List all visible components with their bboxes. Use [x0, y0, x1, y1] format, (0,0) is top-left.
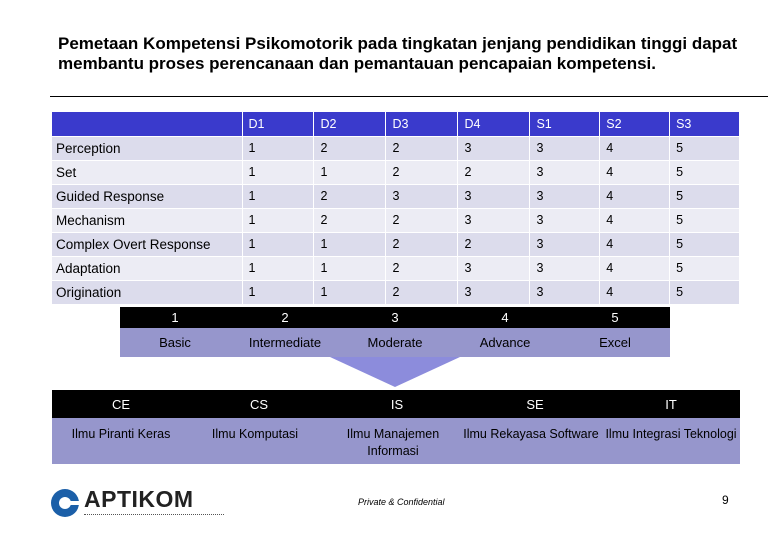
logo-wordmark: APTIKOM	[84, 486, 194, 512]
levels-number-band	[120, 307, 670, 328]
table-cell: 1	[242, 184, 314, 208]
table-cell: 4	[600, 232, 670, 256]
table-cell: 5	[670, 208, 740, 232]
aptikom-logo-icon	[50, 488, 80, 518]
table-cell: 1	[242, 208, 314, 232]
category-code: IT	[665, 397, 677, 412]
column-header: S1	[530, 112, 600, 136]
level-label: Basic	[159, 335, 191, 350]
table-row	[52, 136, 740, 160]
row-label: Guided Response	[52, 184, 242, 208]
table-cell: 2	[314, 136, 386, 160]
level-number: 4	[501, 310, 509, 325]
title-divider	[50, 96, 768, 97]
table-cell: 5	[670, 232, 740, 256]
row-label: Set	[52, 160, 242, 184]
table-cell: 2	[386, 280, 458, 304]
category-name: Ilmu Piranti Keras	[71, 427, 171, 441]
levels-label-band	[120, 328, 670, 357]
category-code-band	[52, 390, 740, 418]
column-header: D1	[242, 112, 314, 136]
table-cell: 3	[530, 136, 600, 160]
column-header: D4	[458, 112, 530, 136]
table-cell: 3	[530, 256, 600, 280]
category-name: Ilmu Komputasi	[211, 427, 299, 441]
table-cell: 3	[458, 208, 530, 232]
table-cell: 3	[530, 232, 600, 256]
table-cell: 2	[386, 208, 458, 232]
table-row	[52, 208, 740, 232]
category-code: CS	[249, 397, 269, 412]
table-cell: 1	[242, 256, 314, 280]
down-arrow-icon	[330, 357, 460, 387]
table-cell: 2	[458, 232, 530, 256]
category-code: SE	[526, 397, 544, 412]
table-cell: 3	[458, 256, 530, 280]
level-number: 3	[391, 310, 399, 325]
row-label: Perception	[52, 136, 242, 160]
slide-title: Pemetaan Kompetensi Psikomotorik pada tingkatan jenjang pendidikan tinggi dapat membantu proses perencanaan dan pemantauan pencapaian kompetensi.	[58, 34, 738, 73]
table-header-row	[52, 112, 740, 136]
table-cell: 1	[314, 256, 386, 280]
table-cell: 2	[386, 160, 458, 184]
column-header: S2	[600, 112, 670, 136]
table-cell: 1	[314, 160, 386, 184]
table-cell: 4	[600, 208, 670, 232]
confidential-note: Private & Confidential	[358, 497, 445, 507]
table-cell: 5	[670, 256, 740, 280]
competency-table	[52, 112, 740, 304]
table-row	[52, 280, 740, 304]
table-cell: 1	[242, 136, 314, 160]
table-cell: 2	[314, 208, 386, 232]
table-cell: 5	[670, 184, 740, 208]
table-cell: 2	[386, 256, 458, 280]
table-cell: 5	[670, 136, 740, 160]
level-label: Intermediate	[248, 335, 322, 350]
table-row	[52, 232, 740, 256]
table-cell: 1	[242, 160, 314, 184]
table-cell: 1	[242, 232, 314, 256]
table-cell: 2	[386, 232, 458, 256]
table-cell: 1	[242, 280, 314, 304]
table-cell: 1	[314, 280, 386, 304]
category-name-band	[52, 418, 740, 464]
column-header: S3	[670, 112, 740, 136]
level-number: 2	[281, 310, 289, 325]
level-label: Excel	[599, 335, 631, 350]
table-cell: 2	[314, 184, 386, 208]
table-cell: 3	[530, 280, 600, 304]
logo-tagline-line	[84, 514, 224, 517]
category-name: Ilmu Manajemen Informasi	[346, 427, 440, 458]
row-label: Mechanism	[52, 208, 242, 232]
column-header: D3	[386, 112, 458, 136]
row-label: Adaptation	[52, 256, 242, 280]
row-label: Complex Overt Response	[52, 232, 242, 256]
level-label: Advance	[479, 335, 531, 350]
table-row	[52, 184, 740, 208]
table-cell: 3	[530, 184, 600, 208]
table-cell: 3	[386, 184, 458, 208]
column-header: D2	[314, 112, 386, 136]
level-number: 1	[171, 310, 179, 325]
level-label: Moderate	[367, 335, 423, 350]
table-corner-cell	[52, 112, 242, 136]
table-cell: 5	[670, 160, 740, 184]
table-cell: 1	[314, 232, 386, 256]
table-cell: 3	[530, 160, 600, 184]
level-number: 5	[611, 310, 619, 325]
table-cell: 5	[670, 280, 740, 304]
table-cell: 3	[458, 184, 530, 208]
table-cell: 2	[458, 160, 530, 184]
category-code: CE	[111, 397, 131, 412]
table-row	[52, 160, 740, 184]
category-name: Ilmu Rekayasa Software	[463, 427, 599, 441]
table-cell: 4	[600, 184, 670, 208]
table-cell: 4	[600, 256, 670, 280]
table-cell: 3	[530, 208, 600, 232]
table-cell: 3	[458, 136, 530, 160]
aptikom-logo	[50, 484, 230, 520]
table-row	[52, 256, 740, 280]
table-cell: 4	[600, 160, 670, 184]
table-cell: 4	[600, 280, 670, 304]
page-number: 9	[722, 493, 729, 507]
table-cell: 4	[600, 136, 670, 160]
table-cell: 3	[458, 280, 530, 304]
category-code: IS	[390, 397, 404, 412]
row-label: Origination	[52, 280, 242, 304]
table-cell: 2	[386, 136, 458, 160]
category-name: Ilmu Integrasi Teknologi	[605, 427, 737, 441]
